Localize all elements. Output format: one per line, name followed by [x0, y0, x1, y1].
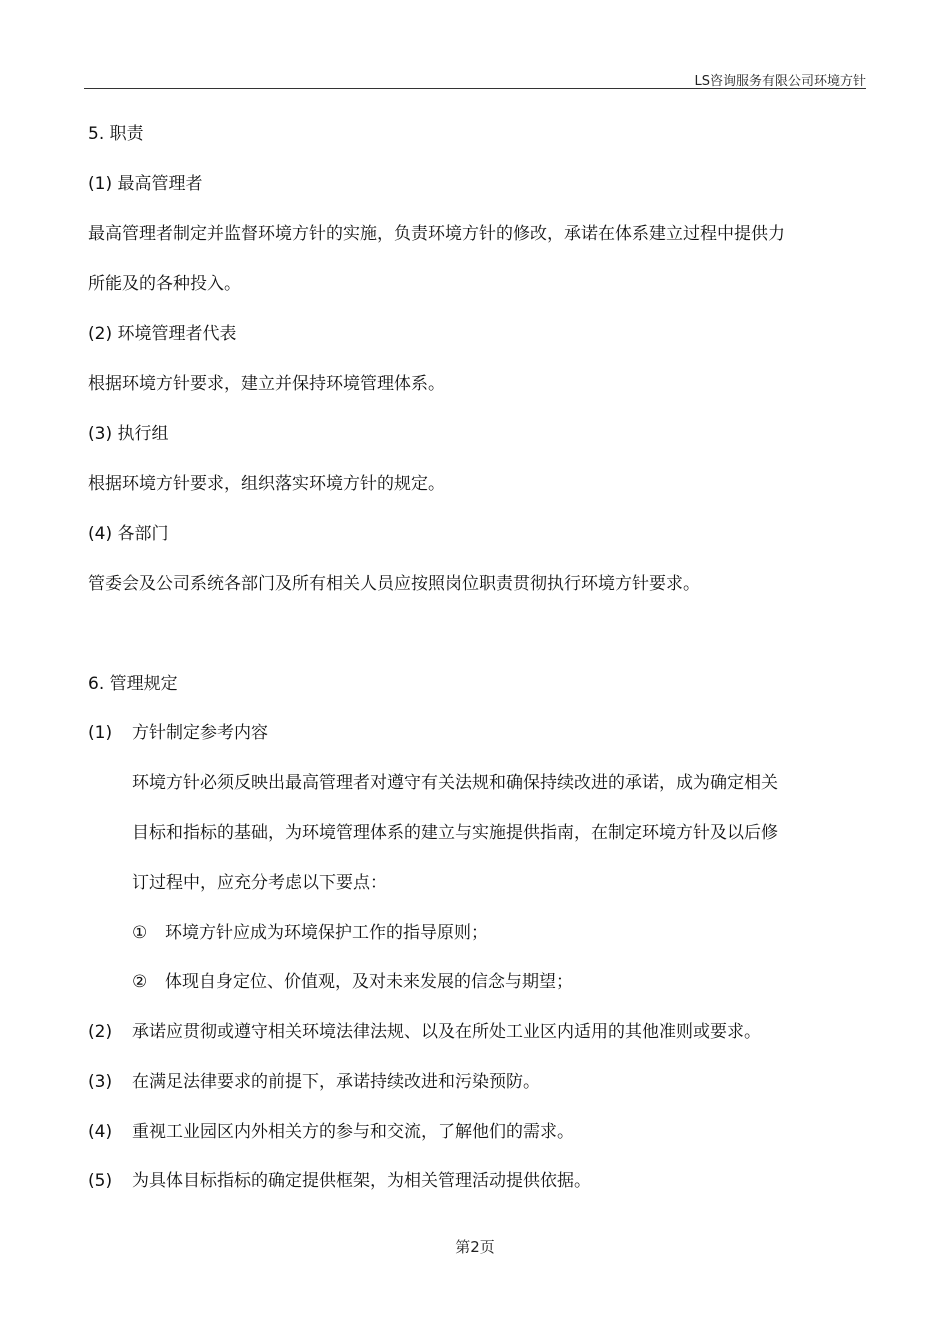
section-6-paragraph-line2: 目标和指标的基础，为环境管理体系的建立与实施提供指南，在制定环境方针及以后修	[132, 823, 778, 843]
section-6-item-5-text: 为具体目标指标的确定提供框架，为相关管理活动提供依据。	[132, 1171, 591, 1191]
section-6-item-4-number: (4)	[88, 1122, 113, 1142]
section-6-paragraph-line1: 环境方针必须反映出最高管理者对遵守有关法规和确保持续改进的承诺，成为确定相关	[132, 773, 778, 793]
section-6-item-5-number: (5)	[88, 1171, 113, 1191]
section-6-paragraph-line3: 订过程中，应充分考虑以下要点：	[132, 873, 387, 893]
header-divider	[84, 88, 866, 89]
point-2-text: 体现自身定位、价值观，及对未来发展的信念与期望；	[165, 972, 573, 992]
section-6-item-2-text: 承诺应贯彻或遵守相关环境法律法规、以及在所处工业区内适用的其他准则或要求。	[132, 1022, 761, 1042]
section-5-sub2-heading: (2) 环境管理者代表	[88, 324, 237, 344]
section-5-sub2-text: 根据环境方针要求，建立并保持环境管理体系。	[88, 374, 445, 394]
section-5-sub3-heading: (3) 执行组	[88, 424, 169, 444]
section-6-item-3-text: 在满足法律要求的前提下，承诺持续改进和污染预防。	[132, 1072, 540, 1092]
section-5-sub1-heading: (1) 最高管理者	[88, 174, 203, 194]
section-5-sub1-text-line2: 所能及的各种投入。	[88, 274, 241, 294]
section-5-sub3-text: 根据环境方针要求，组织落实环境方针的规定。	[88, 474, 445, 494]
section-5-sub1-text-line1: 最高管理者制定并监督环境方针的实施，负责环境方针的修改，承诺在体系建立过程中提供力	[88, 224, 785, 244]
section-6-item-4-text: 重视工业园区内外相关方的参与和交流，了解他们的需求。	[132, 1122, 574, 1142]
point-1-text: 环境方针应成为环境保护工作的指导原则；	[165, 923, 488, 943]
section-5-heading: 5. 职责	[88, 124, 144, 144]
section-5-sub4-text: 管委会及公司系统各部门及所有相关人员应按照岗位职责贯彻执行环境方针要求。	[88, 574, 700, 594]
section-6-item-1-text: 方针制定参考内容	[132, 723, 268, 743]
point-1-marker: ①	[132, 923, 148, 943]
section-6-item-3-number: (3)	[88, 1072, 113, 1092]
section-6-item-1-number: (1)	[88, 723, 113, 743]
document-header-title: LS咨询服务有限公司环境方针	[694, 74, 866, 89]
point-2-marker: ②	[132, 972, 148, 992]
section-6-item-2-number: (2)	[88, 1022, 113, 1042]
section-5-sub4-heading: (4) 各部门	[88, 524, 169, 544]
page-number: 第2页	[455, 1238, 495, 1256]
section-6-heading: 6. 管理规定	[88, 674, 178, 694]
